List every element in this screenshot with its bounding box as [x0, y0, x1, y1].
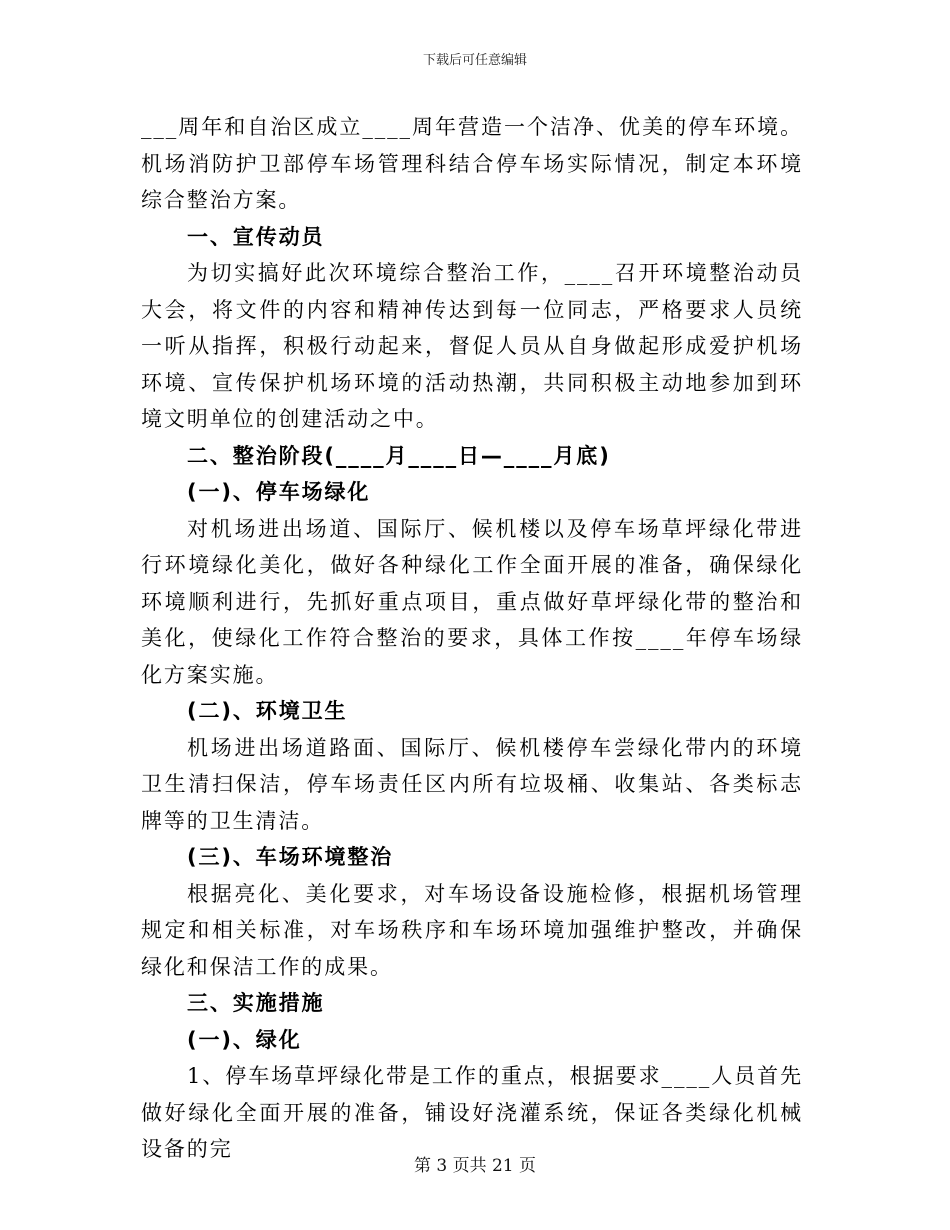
- paragraph-greening-item-1: 1、停车场草坪绿化带是工作的重点，根据要求____人员首先做好绿化全面开展的准备，铺设好浇灌系统，保证各类绿化机械设备的完: [141, 1064, 803, 1161]
- subheading-parking-greening: (一)、停车场绿化: [187, 480, 371, 504]
- page-header: 下载后可任意编辑: [422, 53, 527, 68]
- paragraph-parking-environment: 根据亮化、美化要求，对车场设备设施检修，根据机场管理规定和相关标准，对车场秩序和车场环境加强维护整改，并确保绿化和保洁工作的成果。: [141, 881, 803, 979]
- heading-implementation-measures: 三、实施措施: [187, 991, 325, 1015]
- paragraph-parking-greening: 对机场进出场道、国际厅、候机楼以及停车场草坪绿化带进行环境绿化美化，做好各种绿化工作全面开展的准备，确保绿化环境顺利进行，先抓好重点项目，重点做好草坪绿化带的整治和美化，使绿化工作符合整治的要求，具体工作按____年停车场绿化方案实施。: [141, 516, 803, 687]
- subheading-parking-environment: (三)、车场环境整治: [187, 845, 394, 869]
- subheading-environmental-hygiene: (二)、环境卫生: [187, 699, 348, 723]
- document-body: [141, 109, 803, 1168]
- heading-publicity-mobilization: 一、宣传动员: [187, 224, 325, 249]
- subheading-greening: (一)、绿化: [187, 1027, 302, 1052]
- paragraph-mobilization: 为切实搞好此次环境综合整治工作，____召开环境整治动员大会，将文件的内容和精神传达到每一位同志，严格要求人员统一听从指挥，积极行动起来，督促人员从自身做起形成爱护机场环境、宣传保护机场环境的活动热潮，共同积极主动地参加到环境文明单位的创建活动之中。: [141, 261, 803, 431]
- paragraph-intro-continuation: ___周年和自治区成立____周年营造一个洁净、优美的停车环境。机场消防护卫部停车场管理科结合停车场实际情况，制定本环境综合整治方案。: [141, 115, 803, 212]
- page-number: 第 3 页共 21 页: [413, 1156, 537, 1176]
- paragraph-environmental-hygiene: 机场进出场道路面、国际厅、候机楼停车尝绿化带内的环境卫生清扫保洁，停车场责任区内所有垃圾桶、收集站、各类标志牌等的卫生清洁。: [141, 735, 803, 833]
- heading-rectification-stage: 二、整治阶段(____月____日—____月底): [187, 443, 611, 468]
